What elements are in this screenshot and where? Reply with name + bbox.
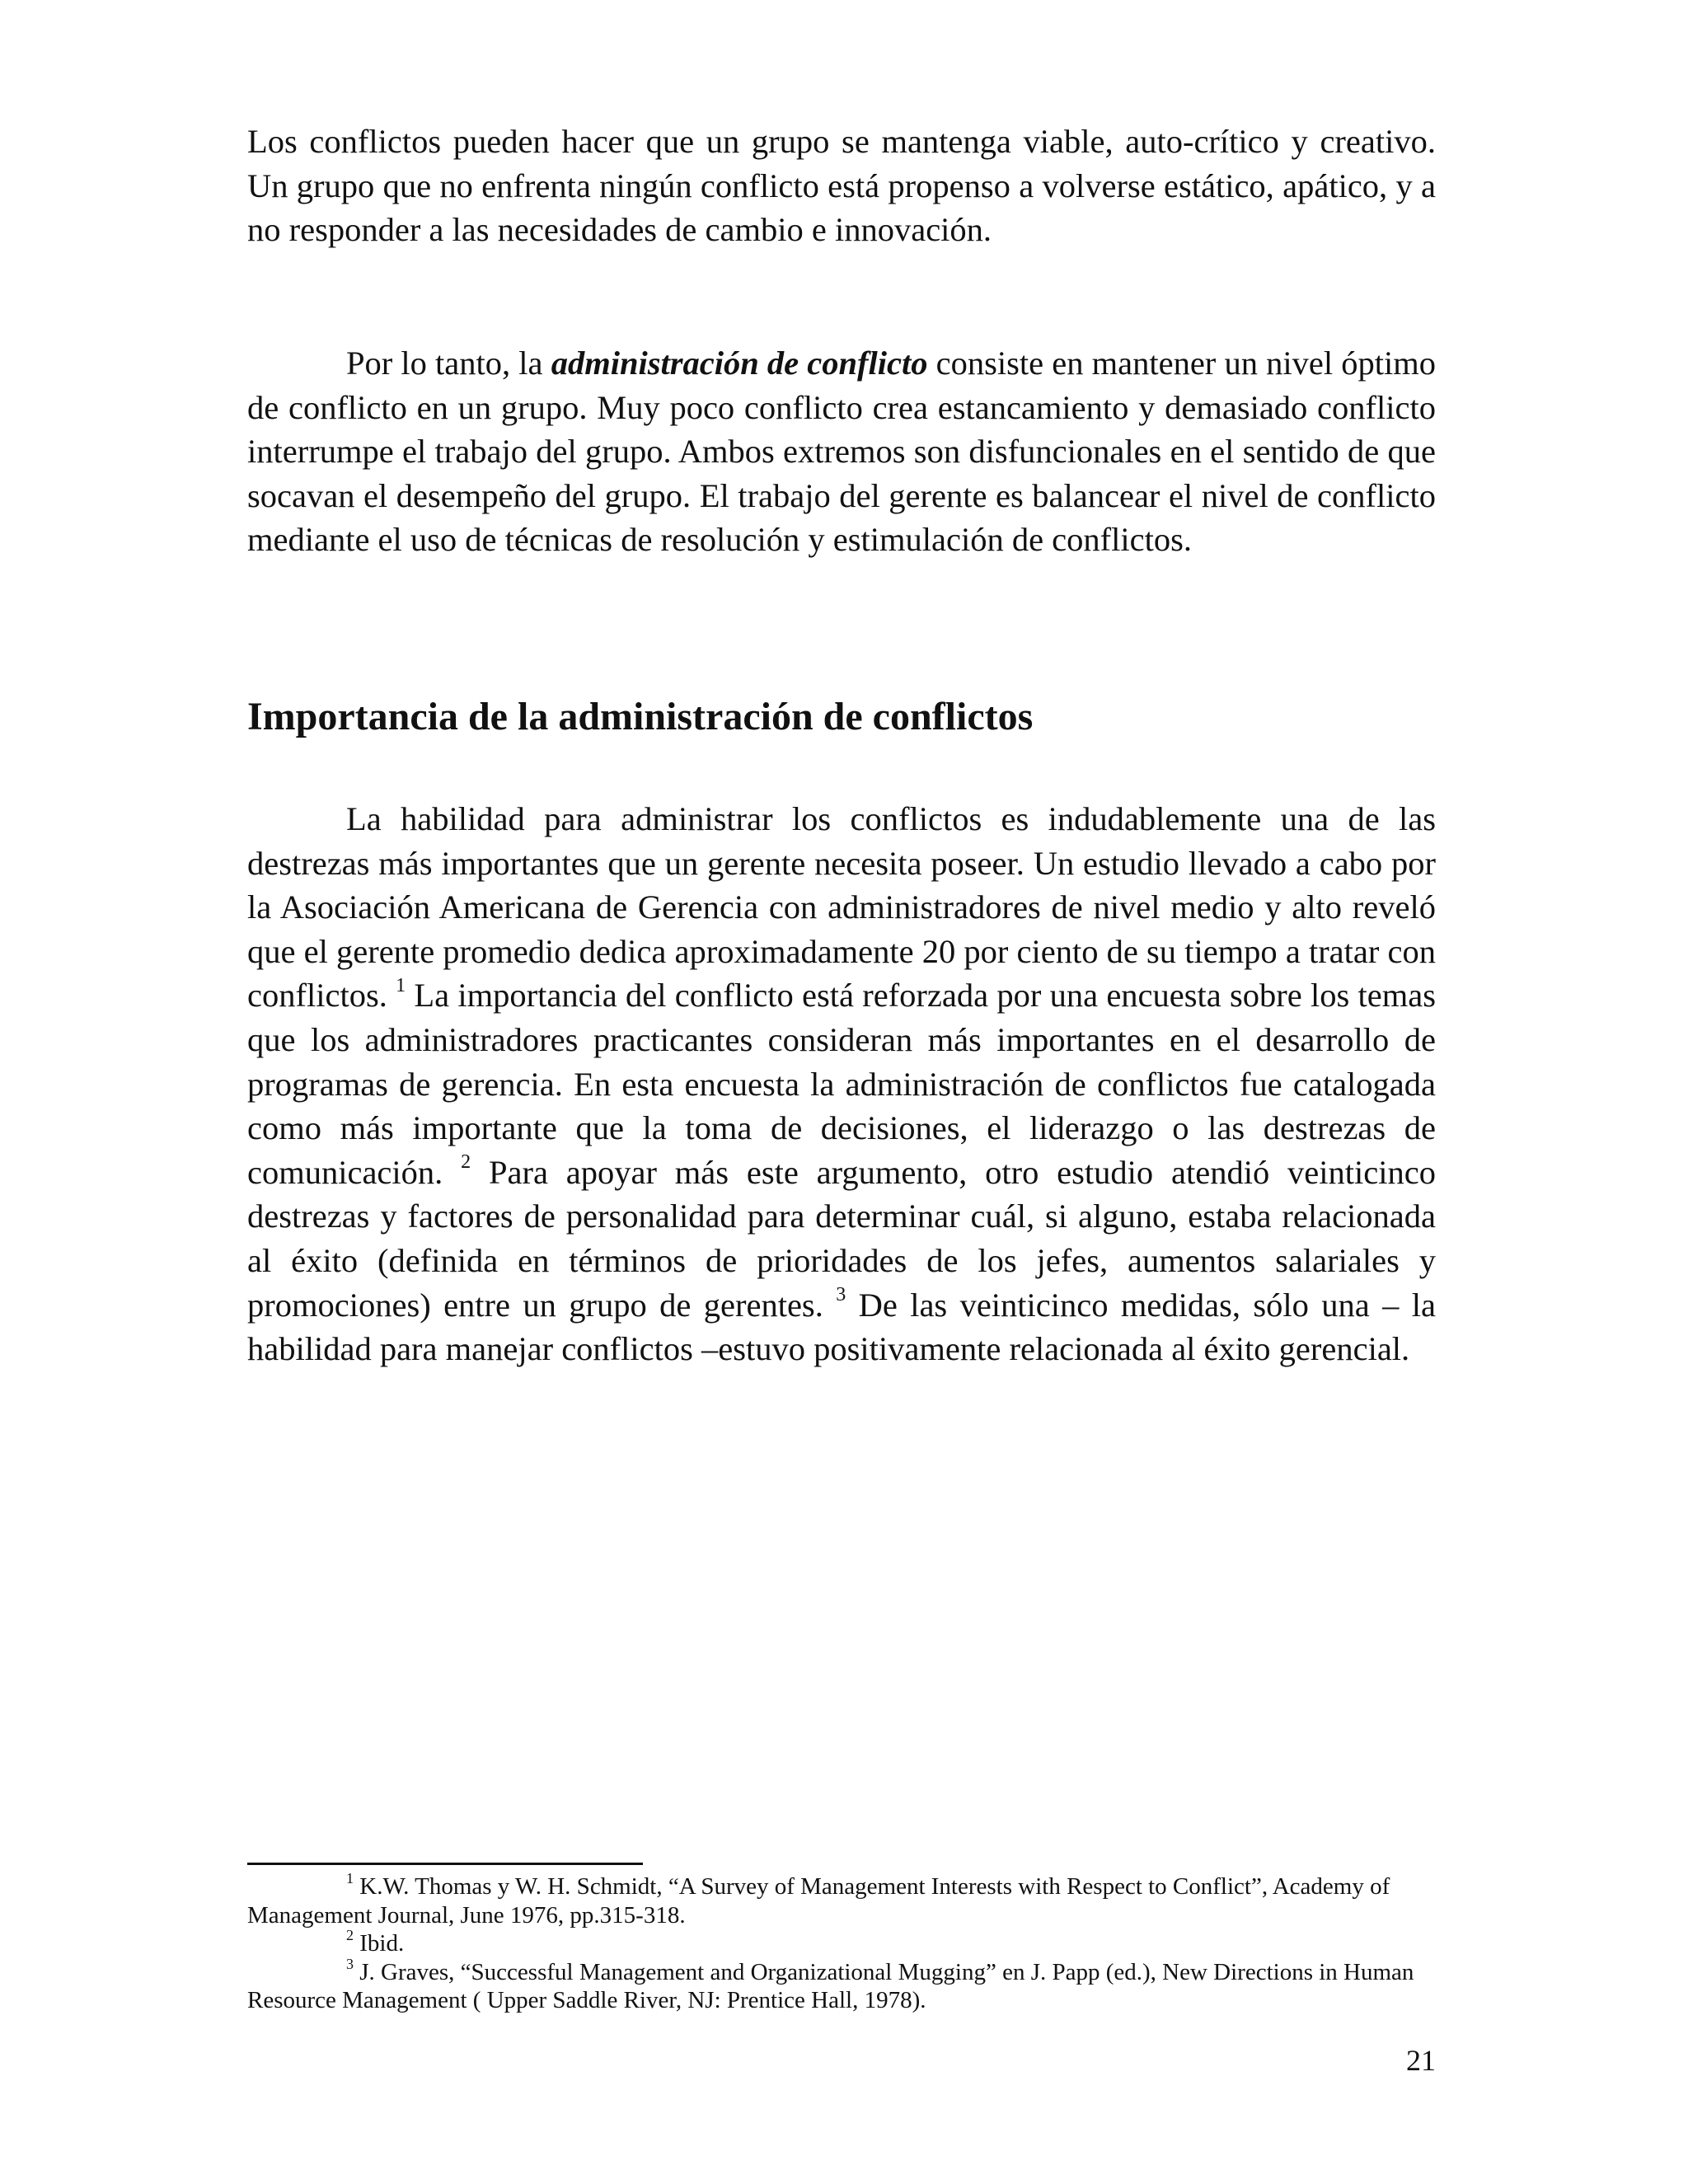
paragraph-text: consiste en mantener un nivel óptimo de conflicto en un grupo. Muy poco conflicto crea estancamiento y demasiado conflicto interrumpe el trabajo del grupo. Ambos extremos son disfuncionales en el sentido de que socavan el desempeño del grupo. El trabajo del gerente es balancear el nivel de conflicto mediante el uso de técnicas de resolución y estimulación de conflictos.	[247, 344, 1436, 559]
footnote-ref-3: 3	[836, 1284, 846, 1306]
footnote-ref-2: 2	[461, 1151, 471, 1174]
footnote-text: Ibid.	[354, 1930, 405, 1957]
section-heading: Importancia de la administración de conflictos	[247, 695, 1034, 738]
paragraph-text: La habilidad para administrar los conflictos es indudablemente una de las destrezas más importantes que un gerente necesita poseer. Un estudio llevado a cabo por la Asociación Americana de Gerencia con administradores de nivel medio y alto reveló que el gerente promedio dedica aproximadamente 20 por ciento de su tiempo a tratar con conflictos.	[247, 800, 1436, 1015]
footnote-1	[247, 1872, 1436, 1929]
footnote-2	[247, 1929, 1436, 1958]
paragraph-text: Para apoyar más este argumento, otro estudio atendió veinticinco destrezas y factores de personalidad para determinar cuál, si alguno, estaba relacionada al éxito (definida en términos de prioridades de los jefes, aumentos salariales y promociones) entre un grupo de gerentes.	[247, 1153, 1436, 1324]
footnote-3	[247, 1955, 1436, 2015]
footnote-ref-1: 1	[396, 974, 406, 996]
emphasized-term: administración de conflicto	[551, 344, 928, 382]
footnote-marker: 3	[346, 1955, 354, 1972]
paragraph-conflict-management	[247, 341, 1436, 562]
paragraph-text: De las veinticinco medidas, sólo una – la habilidad para manejar conflictos –estuvo positivamente relacionada al éxito gerencial.	[247, 1286, 1436, 1368]
footnote-text: K.W. Thomas y W. H. Schmidt, “A Survey of Management Interests with Respect to Conflict”, Academy of Management Journal, June 1976, pp.315-318.	[247, 1873, 1390, 1929]
paragraph-text: Por lo tanto, la	[346, 344, 551, 382]
paragraph-importance	[247, 797, 1436, 1371]
footnote-marker: 1	[346, 1870, 354, 1887]
page-number: 21	[1406, 2044, 1436, 2077]
paragraph-intro: Los conflictos pueden hacer que un grupo se mantenga viable, auto-crítico y creativo. Un grupo que no enfrenta ningún conflicto está propenso a volverse estático, apático, y a no responder a las necesidades de cambio e innovación.	[247, 123, 1436, 249]
paragraph-text: La importancia del conflicto está reforzada por una encuesta sobre los temas que los administradores practicantes consideran más importantes en el desarrollo de programas de gerencia. En esta encuesta la administración de conflictos fue catalogada como más importante que la toma de decisiones, el liderazgo o las destrezas de comunicación.	[247, 977, 1436, 1191]
footnote-marker: 2	[346, 1927, 354, 1944]
footnote-separator	[247, 1863, 643, 1865]
footnotes-section	[247, 1872, 1436, 2015]
footnote-text: J. Graves, “Successful Management and Organizational Mugging” en J. Papp (ed.), New Directions in Human Resource Management ( Upper Saddle River, NJ: Prentice Hall, 1978).	[247, 1958, 1414, 2013]
